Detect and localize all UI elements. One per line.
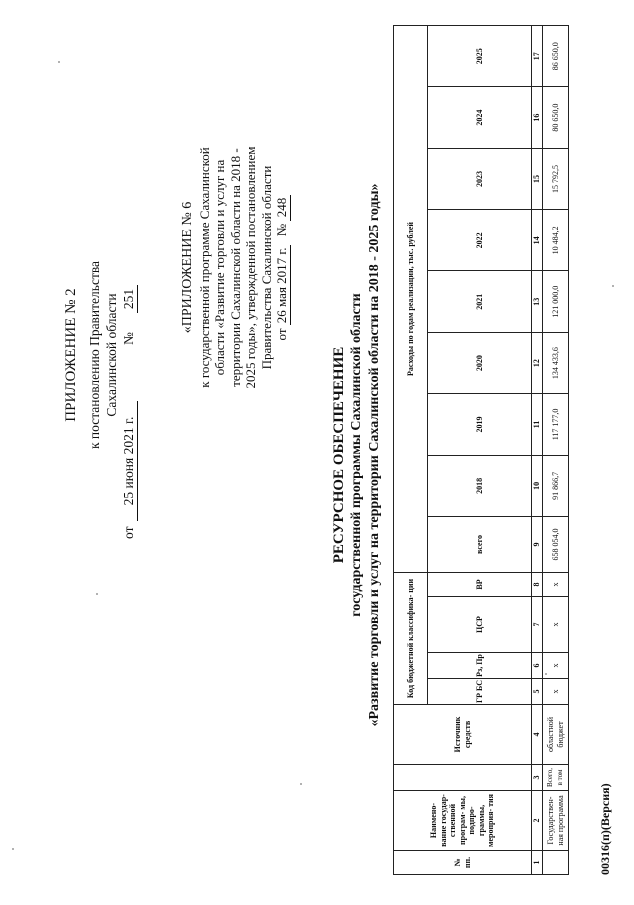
index-cell: 8: [532, 573, 543, 597]
appendix-6-number: 248: [274, 195, 291, 221]
index-cell: 14: [532, 210, 543, 271]
document-subtitle: «Развитие торговли и услуг на территории Сахалинской области на 2018 - 2025 годы»: [367, 183, 382, 727]
resource-table: [393, 25, 569, 875]
row-year-value: 10 484,2: [543, 210, 569, 271]
row-year-value: 91 866,7: [543, 455, 569, 516]
row-grbs: х: [543, 679, 569, 705]
appendix-2-heading: ПРИЛОЖЕНИЕ № 2: [63, 288, 79, 422]
header-grbs: ГР БС: [428, 679, 532, 705]
header-year: 2021: [428, 271, 532, 332]
row-csr: х: [543, 597, 569, 653]
row-year-value: 121 000,0: [543, 271, 569, 332]
appendix-6-line: 2025 годы», утвержденной постановлением: [243, 146, 258, 389]
number-label: №: [274, 223, 289, 237]
row-source: областной бюджет: [543, 705, 569, 765]
header-year: 2022: [428, 210, 532, 271]
document-code: 00316(п)(Версия): [598, 783, 612, 875]
header-source: Источник средств: [394, 705, 532, 765]
table-index-row: [532, 26, 543, 875]
header-vr: ВР: [428, 573, 532, 597]
row-year-value: 86 650,0: [543, 26, 569, 87]
row-rzpr: х: [543, 653, 569, 679]
scan-dot: [612, 285, 614, 287]
table-header-row: [394, 26, 428, 875]
header-num: № пп.: [394, 851, 532, 875]
row-vr: х: [543, 573, 569, 597]
index-cell: 10: [532, 455, 543, 516]
header-year: 2023: [428, 148, 532, 209]
appendix-2-line: Сахалинской области: [104, 293, 119, 417]
appendix-6-block: [180, 110, 291, 425]
appendix-6-line: Правительства Сахалинской области: [258, 165, 274, 370]
appendix-6-heading: «ПРИЛОЖЕНИЕ № 6: [180, 201, 195, 334]
index-cell: 5: [532, 679, 543, 705]
document-title: РЕСУРСНОЕ ОБЕСПЕЧЕНИЕ: [331, 346, 347, 564]
index-cell: 6: [532, 653, 543, 679]
from-label: от: [274, 328, 289, 341]
row-year-value: 117 177,0: [543, 394, 569, 455]
index-cell: 15: [532, 148, 543, 209]
header-expenses: Расходы по годам реализации, тыс. рублей: [394, 26, 428, 573]
appendix-6-line: территории Сахалинской области на 2018 -: [227, 148, 243, 387]
scan-dot: [96, 593, 98, 595]
index-cell: 13: [532, 271, 543, 332]
header-year: 2018: [428, 455, 532, 516]
header-total: всего: [428, 517, 532, 573]
appendix-2-date-line: [120, 165, 140, 545]
index-cell: 11: [532, 394, 543, 455]
index-cell: 7: [532, 597, 543, 653]
header-year: 2024: [428, 87, 532, 148]
header-budget-code: Код бюджетной классифика- ции: [394, 573, 428, 705]
appendix-6-date-line: [274, 110, 291, 425]
from-label: от: [121, 526, 136, 539]
table-row: [543, 26, 569, 875]
document-subtitle: государственной программы Сахалинской области: [349, 293, 364, 617]
scan-dot: [58, 61, 60, 63]
appendix-2-line: к постановлению Правительства: [87, 260, 102, 450]
index-cell: 16: [532, 87, 543, 148]
number-label: №: [121, 332, 136, 345]
appendix-2-number: 251: [120, 285, 138, 313]
row-num: [543, 851, 569, 875]
appendix-6-date: 26 мая 2017 г.: [274, 247, 289, 324]
index-cell: 3: [532, 765, 543, 791]
index-cell: 2: [532, 791, 543, 851]
document-titles: [330, 25, 384, 885]
row-year-value: 134 433,6: [543, 332, 569, 393]
index-cell: 12: [532, 332, 543, 393]
index-cell: 9: [532, 517, 543, 573]
header-year: 2025: [428, 26, 532, 87]
header-name: Наимено- вание государ- ственной програм- мы, подпро- граммы, мероприя- тия: [394, 791, 532, 851]
index-cell: 17: [532, 26, 543, 87]
appendix-6-line: к государственной программе Сахалинской: [196, 147, 212, 388]
appendix-2-date: 25 июня 2021 г.: [120, 401, 138, 521]
header-blank: [394, 765, 532, 791]
scan-dot: [300, 783, 302, 785]
scan-dot: [12, 848, 14, 850]
header-csr: ЦСР: [428, 597, 532, 653]
appendix-6-line: области «Развитие торговли и услуг на: [212, 159, 227, 376]
row-name: Государствен- ная программа: [543, 791, 569, 851]
index-cell: 4: [532, 705, 543, 765]
header-rzpr: Рз, Пр: [428, 653, 532, 679]
appendix-2-block: [63, 165, 140, 545]
row-year-value: 15 792,5: [543, 148, 569, 209]
row-year-value: 80 650,0: [543, 87, 569, 148]
index-cell: 1: [532, 851, 543, 875]
header-year: 2019: [428, 394, 532, 455]
row-total-label: Всего, в том: [543, 765, 569, 791]
header-year: 2020: [428, 332, 532, 393]
row-total: 658 054,0: [543, 517, 569, 573]
